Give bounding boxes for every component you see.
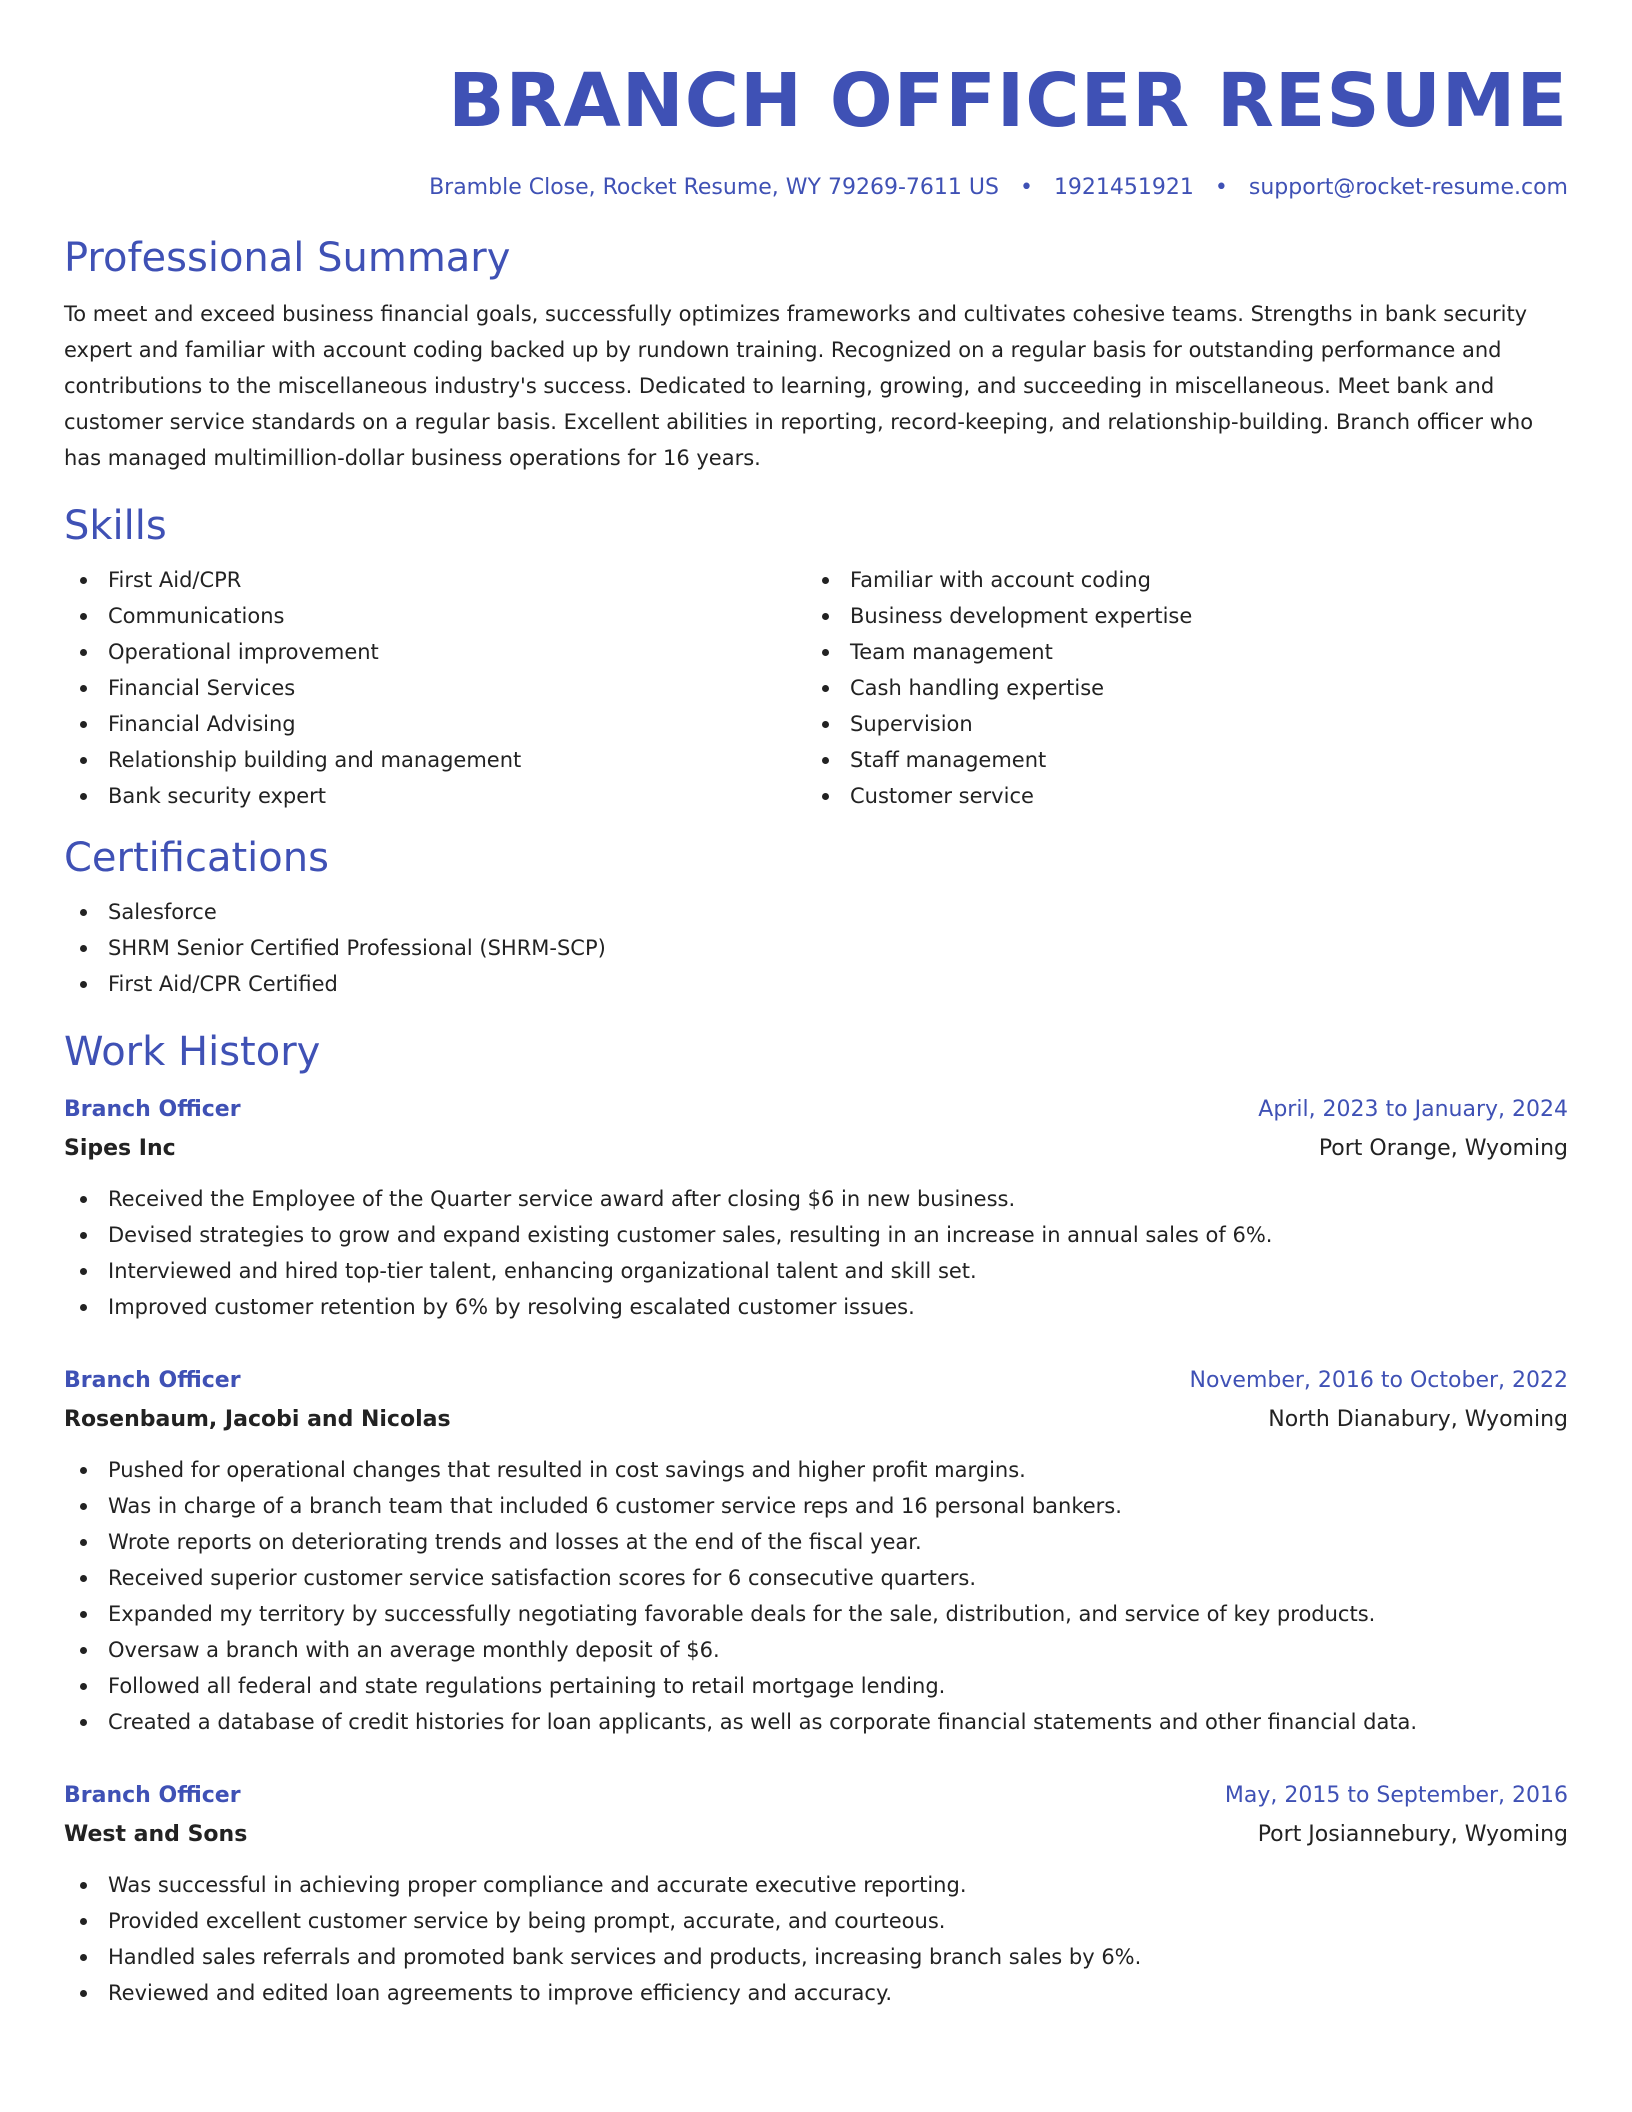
skill-item: Communications bbox=[64, 598, 806, 634]
contact-line bbox=[64, 174, 1568, 202]
skill-item: Relationship building and management bbox=[64, 742, 806, 778]
job-header-row bbox=[64, 1092, 1568, 1128]
job-bullet: Expanded my territory by successfully negotiating favorable deals for the sale, distribution, and service of key products. bbox=[64, 1596, 1568, 1632]
skill-item: Financial Advising bbox=[64, 706, 806, 742]
job-bullet: Interviewed and hired top-tier talent, enhancing organizational talent and skill set. bbox=[64, 1253, 1568, 1289]
job-bullet: Was in charge of a branch team that included 6 customer service reps and 16 personal bankers. bbox=[64, 1488, 1568, 1524]
job-entry bbox=[64, 1778, 1568, 2011]
job-dates: April, 2023 to January, 2024 bbox=[1258, 1097, 1568, 1122]
job-header-row bbox=[64, 1363, 1568, 1399]
skills-heading: Skills bbox=[64, 503, 167, 549]
skill-item: First Aid/CPR bbox=[64, 562, 806, 598]
skills-list-right bbox=[806, 562, 1548, 814]
job-bullet: Received the Employee of the Quarter service award after closing $6 in new business. bbox=[64, 1181, 1568, 1217]
job-location: Port Josiannebury, Wyoming bbox=[1257, 1822, 1568, 1847]
resume-title: BRANCH OFFICER RESUME bbox=[448, 58, 1568, 144]
certification-item: SHRM Senior Certified Professional (SHRM-SCP) bbox=[64, 930, 1568, 966]
job-bullet: Was successful in achieving proper compliance and accurate executive reporting. bbox=[64, 1867, 1568, 1903]
job-bullet: Oversaw a branch with an average monthly deposit of $6. bbox=[64, 1632, 1568, 1668]
skill-item: Business development expertise bbox=[806, 598, 1548, 634]
contact-email[interactable]: support@rocket-resume.com bbox=[1248, 175, 1568, 200]
contact-phone[interactable]: 1921451921 bbox=[1053, 175, 1194, 200]
skill-item: Financial Services bbox=[64, 670, 806, 706]
contact-address: Bramble Close, Rocket Resume, WY 79269-7611 US bbox=[429, 175, 999, 200]
job-header-row bbox=[64, 1778, 1568, 1814]
job-bullet: Reviewed and edited loan agreements to improve efficiency and accuracy. bbox=[64, 1975, 1568, 2011]
skill-item: Familiar with account coding bbox=[806, 562, 1548, 598]
job-bullets bbox=[64, 1181, 1568, 1325]
job-company: Sipes Inc bbox=[64, 1136, 176, 1161]
job-bullet: Improved customer retention by 6% by resolving escalated customer issues. bbox=[64, 1289, 1568, 1325]
job-bullet: Pushed for operational changes that resulted in cost savings and higher profit margins. bbox=[64, 1452, 1568, 1488]
certifications-list bbox=[64, 894, 1568, 1002]
job-location: Port Orange, Wyoming bbox=[1318, 1136, 1568, 1161]
contact-separator: • bbox=[1019, 175, 1033, 200]
skills-grid bbox=[64, 562, 1568, 814]
job-title: Branch Officer bbox=[64, 1368, 241, 1393]
job-title: Branch Officer bbox=[64, 1097, 241, 1122]
job-subheader-row bbox=[64, 1814, 1568, 1853]
skill-item: Customer service bbox=[806, 778, 1548, 814]
resume-page bbox=[64, 0, 1568, 2011]
job-dates: November, 2016 to October, 2022 bbox=[1189, 1368, 1568, 1393]
job-location: North Dianabury, Wyoming bbox=[1268, 1407, 1568, 1432]
job-entry bbox=[64, 1092, 1568, 1325]
skill-item: Staff management bbox=[806, 742, 1548, 778]
work-history-heading: Work History bbox=[64, 1029, 321, 1075]
job-subheader-row bbox=[64, 1128, 1568, 1167]
job-bullet: Received superior customer service satisfaction scores for 6 consecutive quarters. bbox=[64, 1560, 1568, 1596]
contact-separator: • bbox=[1214, 175, 1228, 200]
job-bullets bbox=[64, 1867, 1568, 2011]
skill-item: Team management bbox=[806, 634, 1548, 670]
job-bullet: Devised strategies to grow and expand existing customer sales, resulting in an increase in annual sales of 6%. bbox=[64, 1217, 1568, 1253]
certification-item: Salesforce bbox=[64, 894, 1568, 930]
job-bullet: Created a database of credit histories for loan applicants, as well as corporate financial statements and other financial data. bbox=[64, 1704, 1568, 1740]
job-bullets bbox=[64, 1452, 1568, 1740]
job-entry bbox=[64, 1363, 1568, 1740]
certification-item: First Aid/CPR Certified bbox=[64, 966, 1568, 1002]
job-dates: May, 2015 to September, 2016 bbox=[1224, 1783, 1568, 1808]
summary-heading: Professional Summary bbox=[64, 235, 511, 281]
skill-item: Cash handling expertise bbox=[806, 670, 1548, 706]
skill-item: Supervision bbox=[806, 706, 1548, 742]
job-title: Branch Officer bbox=[64, 1783, 241, 1808]
job-bullet: Wrote reports on deteriorating trends and losses at the end of the fiscal year. bbox=[64, 1524, 1568, 1560]
summary-text: To meet and exceed business financial goals, successfully optimizes frameworks and cultivates cohesive teams. Strengths in bank security expert and familiar with account coding backed up by rundown training. Recognized on a regular basis for outstanding performance and contributions to the miscellaneous industry's success. Dedicated to learning, growing, and succeeding in miscellaneous. Meet bank and customer service standards on a regular basis. Excellent abilities in reporting, record-keeping, and relationship-building. Branch officer who has managed multimillion-dollar business operations for 16 years. bbox=[64, 302, 1534, 470]
skills-list-left bbox=[64, 562, 806, 814]
job-company: West and Sons bbox=[64, 1822, 248, 1847]
skill-item: Operational improvement bbox=[64, 634, 806, 670]
job-subheader-row bbox=[64, 1399, 1568, 1438]
job-company: Rosenbaum, Jacobi and Nicolas bbox=[64, 1407, 451, 1432]
certifications-heading: Certifications bbox=[64, 835, 329, 881]
job-bullet: Provided excellent customer service by being prompt, accurate, and courteous. bbox=[64, 1903, 1568, 1939]
job-bullet: Followed all federal and state regulations pertaining to retail mortgage lending. bbox=[64, 1668, 1568, 1704]
skill-item: Bank security expert bbox=[64, 778, 806, 814]
job-bullet: Handled sales referrals and promoted bank services and products, increasing branch sales by 6%. bbox=[64, 1939, 1568, 1975]
